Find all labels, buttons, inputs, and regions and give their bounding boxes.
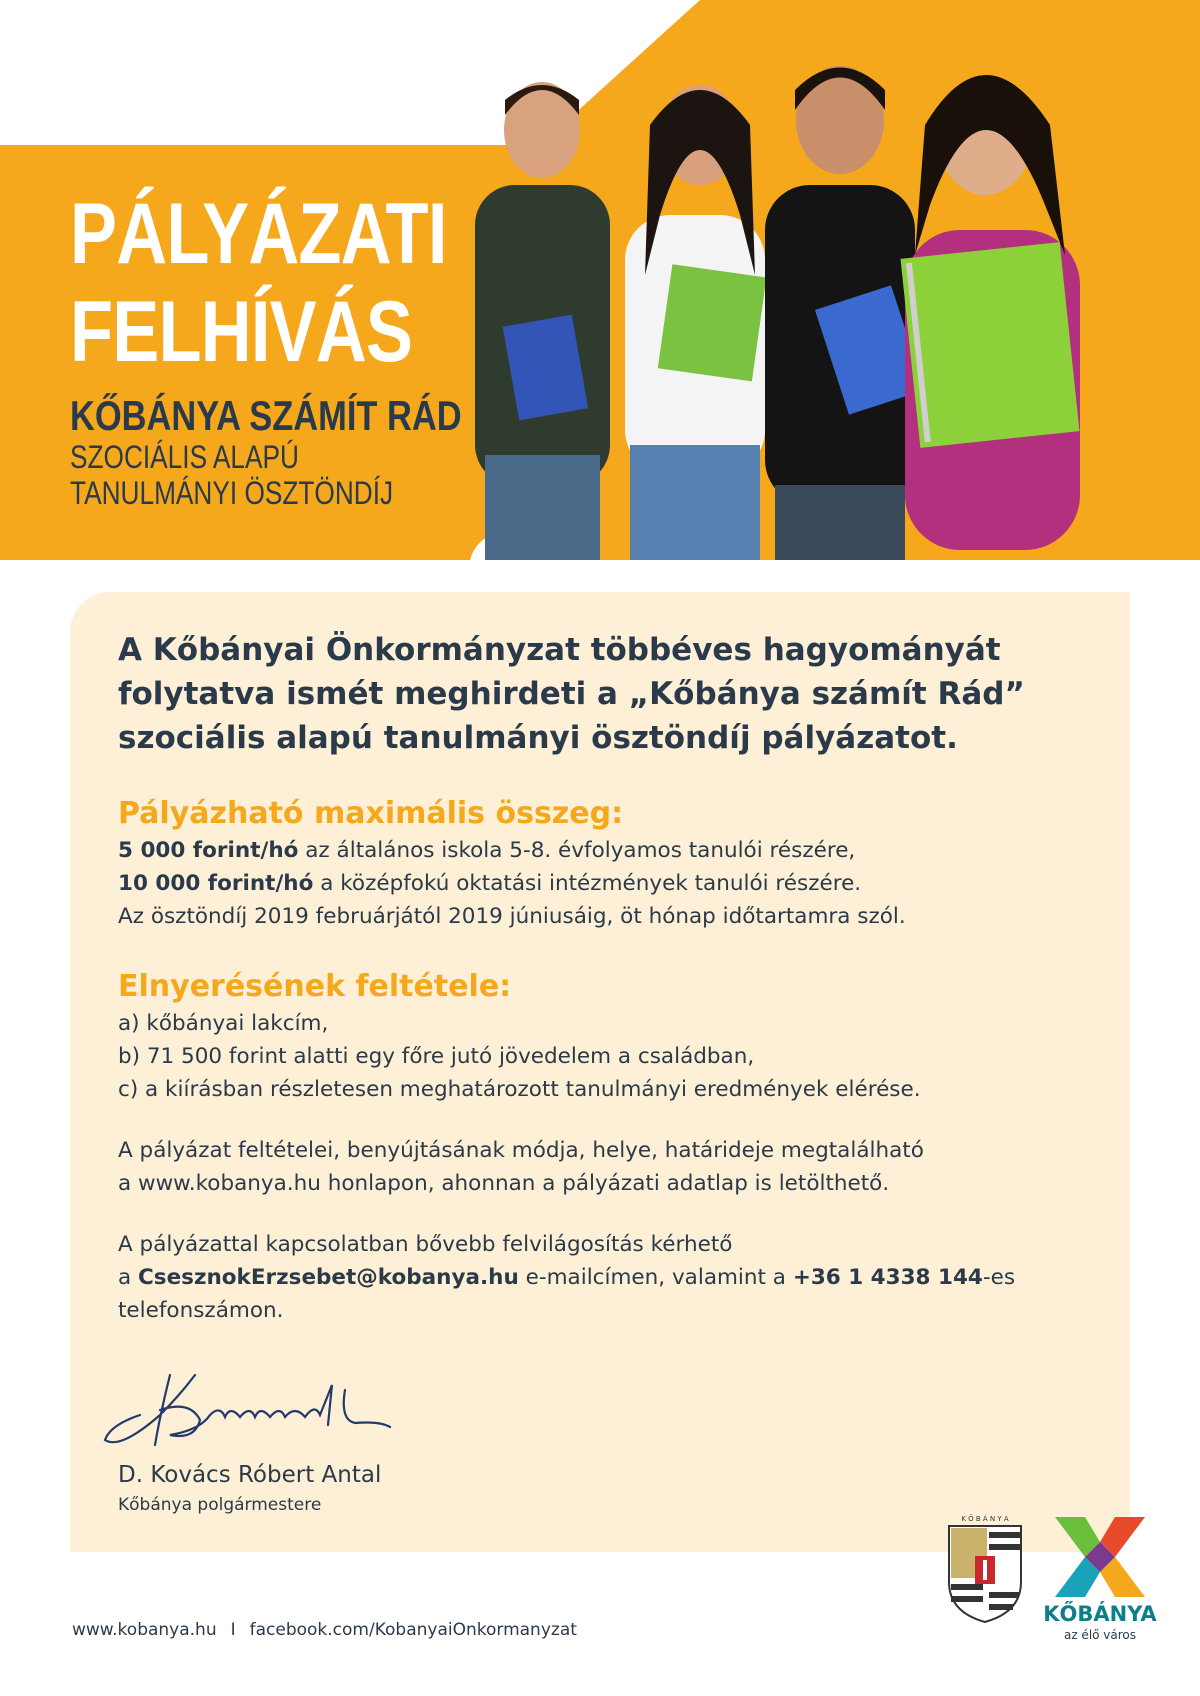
amount-item-1-value: 5 000 forint/hó — [118, 838, 299, 863]
amount-item-2-text: a középfokú oktatási intézmények tanulói részére. — [313, 871, 862, 896]
contact-line2 — [118, 1261, 1098, 1294]
page-title-line1: PÁLYÁZATI — [70, 186, 447, 282]
contact-phone[interactable]: +36 1 4338 144 — [792, 1265, 983, 1290]
intro-line3: szociális alapú tanulmányi ösztöndíj pályázatot. — [118, 720, 958, 756]
condition-item: a) kőbányai lakcím, — [118, 1011, 329, 1036]
content-body — [118, 628, 1098, 1327]
student-1 — [475, 82, 610, 560]
amount-item-2 — [118, 867, 1098, 900]
handwritten-signature — [100, 1355, 400, 1465]
contact-line3: telefonszámon. — [118, 1298, 284, 1323]
amount-item-1 — [118, 834, 1098, 867]
contact-prefix: a — [118, 1265, 139, 1290]
footer — [72, 1620, 577, 1640]
signatory-name: D. Kovács Róbert Antal — [118, 1462, 382, 1488]
amount-duration: Az ösztöndíj 2019 februárjától 2019 júniusáig, öt hónap időtartamra szól. — [118, 904, 906, 929]
info-line2: a www.kobanya.hu honlapon, ahonnan a pályázati adatlap is letölthető. — [118, 1171, 890, 1196]
logo-wordmark: KŐBÁNYA — [1043, 1602, 1157, 1626]
intro-line2: folytatva ismét meghirdeti a „Kőbánya számít Rád” — [118, 676, 1025, 712]
program-subtitle-line2: TANULMÁNYI ÖSZTÖNDÍJ — [70, 475, 394, 511]
contact-line1: A pályázattal kapcsolatban bővebb felvilágosítás kérhető — [118, 1232, 733, 1257]
title-block — [70, 185, 490, 511]
kobanya-logo-icon — [1050, 1512, 1150, 1602]
footer-facebook-link[interactable]: facebook.com/KobanyaiOnkormanyzat — [249, 1620, 577, 1640]
condition-item: c) a kiírásban részletesen meghatározott tanulmányi eredmények elérése. — [118, 1077, 921, 1102]
intro-paragraph — [118, 628, 1098, 760]
footer-separator: I — [230, 1620, 236, 1640]
footer-website-link[interactable]: www.kobanya.hu — [72, 1620, 217, 1640]
intro-line1: A Kőbányai Önkormányzat többéves hagyományát — [118, 632, 1001, 668]
program-subtitle-line1: SZOCIÁLIS ALAPÚ — [70, 439, 299, 475]
amount-item-1-text: az általános iskola 5-8. évfolyamos tanulói részére, — [298, 838, 856, 863]
page-title-line2: FELHÍVÁS — [70, 284, 413, 380]
contact-email[interactable]: CsesznokErzsebet@kobanya.hu — [138, 1265, 519, 1290]
header-banner — [0, 0, 1200, 560]
student-4 — [901, 75, 1080, 550]
contact-middle: e-mailcímen, valamint a — [518, 1265, 793, 1290]
student-3 — [765, 66, 925, 560]
logo-tagline: az élő város — [1063, 1628, 1137, 1642]
crest-text: K Ő B Á N Y A — [961, 1515, 1009, 1523]
program-name: KŐBÁNYA SZÁMÍT RÁD — [70, 392, 462, 439]
students-photo — [455, 15, 1200, 560]
contact-suffix: -es — [982, 1265, 1016, 1290]
student-2 — [625, 85, 766, 560]
signatory-role: Kőbánya polgármestere — [118, 1495, 322, 1515]
coat-of-arms-icon — [945, 1512, 1025, 1624]
amount-heading: Pályázható maximális összeg: — [118, 796, 624, 831]
conditions-heading: Elnyerésének feltétele: — [118, 969, 512, 1004]
amount-item-2-value: 10 000 forint/hó — [118, 871, 314, 896]
info-line1: A pályázat feltételei, benyújtásának módja, helye, határideje megtalálható — [118, 1138, 924, 1163]
condition-item: b) 71 500 forint alatti egy főre jutó jövedelem a családban, — [118, 1044, 755, 1069]
